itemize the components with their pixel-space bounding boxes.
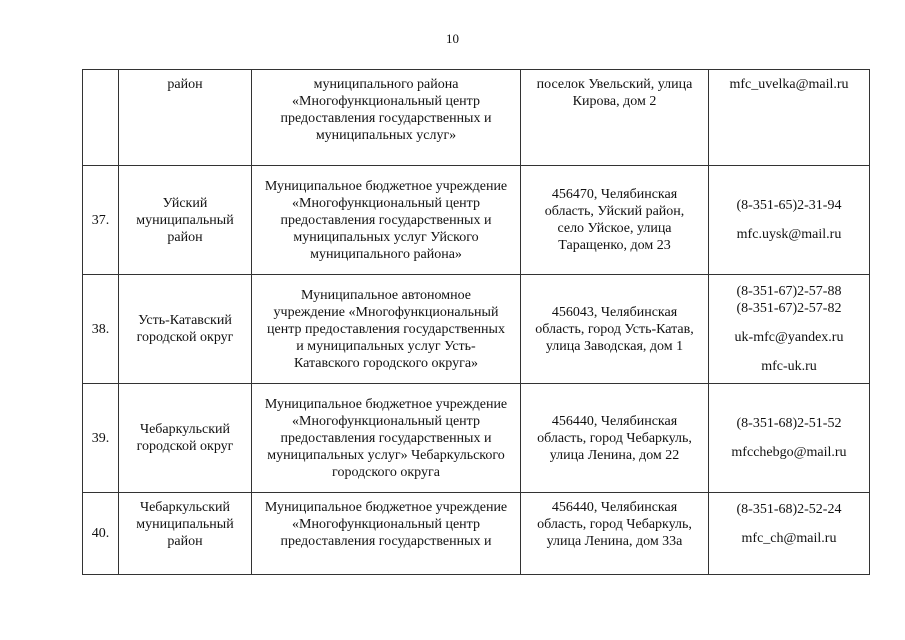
- organization-line: муниципальных услуг»: [315, 128, 457, 143]
- municipality-line: муниципальный: [136, 212, 234, 228]
- organization-line: муниципального района: [313, 77, 459, 92]
- organization-cell: [252, 493, 521, 575]
- municipality-cell: [119, 166, 252, 275]
- table-row: [83, 384, 870, 493]
- organization-line: Катавского городского округа»: [293, 355, 479, 371]
- organization-line: «Многофункциональный центр: [292, 195, 480, 211]
- municipality-line: район: [167, 229, 203, 245]
- municipality-line: муниципальный: [136, 517, 234, 532]
- phone-line: (8-351-68)2-51-52: [736, 416, 842, 431]
- address-line: область, город Усть-Катав,: [535, 321, 694, 337]
- address-line: область, Уйский район,: [544, 204, 685, 219]
- organization-line: муниципального района»: [310, 246, 462, 262]
- contacts-cell: [709, 275, 870, 384]
- organization-line: предоставления государственных и: [280, 534, 492, 549]
- address-line: Таращенко, дом 23: [558, 238, 671, 253]
- organization-line: «Многофункциональный центр: [292, 413, 480, 429]
- organization-line: Муниципальное бюджетное учреждение: [264, 396, 508, 412]
- address-cell: [521, 384, 709, 493]
- email-link[interactable]: mfc.uysk@mail.ru: [736, 227, 842, 242]
- organization-line: Муниципальное бюджетное учреждение: [264, 178, 508, 194]
- municipality-line: Чебаркульский: [139, 422, 230, 437]
- organization-line: муниципальных услуг Уйского: [293, 229, 479, 245]
- organization-line: предоставления государственных и: [280, 212, 492, 228]
- municipality-cell: [119, 70, 252, 166]
- address-line: 456440, Челябинская: [551, 413, 678, 429]
- address-line: село Уйское, улица: [557, 221, 672, 236]
- contacts-cell: [709, 493, 870, 575]
- row-number: 39.: [83, 384, 119, 493]
- contacts-cell: [709, 166, 870, 275]
- organization-line: учреждение «Многофункциональный: [273, 304, 499, 320]
- address-line: область, город Чебаркуль,: [537, 517, 692, 532]
- address-line: поселок Увельский, улица: [536, 77, 693, 92]
- municipality-line: район: [167, 534, 203, 549]
- organization-line: Муниципальное бюджетное учреждение: [264, 500, 508, 515]
- email-link[interactable]: uk-mfc@yandex.ru: [734, 330, 844, 345]
- contacts-cell: [709, 70, 870, 166]
- municipality-line: Уйский: [162, 195, 208, 211]
- address-line: Кирова, дом 2: [572, 94, 657, 109]
- address-line: 456470, Челябинская: [551, 187, 678, 202]
- organization-line: центр предоставления государственных: [267, 321, 505, 337]
- address-line: улица Заводская, дом 1: [545, 338, 684, 354]
- address-cell: [521, 275, 709, 384]
- phone-line: (8-351-68)2-52-24: [736, 502, 842, 517]
- municipality-line: район: [167, 77, 203, 92]
- municipality-line: городской округ: [136, 330, 234, 345]
- organization-cell: [252, 70, 521, 166]
- phone-line: (8-351-67)2-57-82: [736, 301, 842, 316]
- municipality-cell: [119, 275, 252, 384]
- address-line: улица Ленина, дом 33а: [546, 534, 683, 549]
- table-row: [83, 275, 870, 384]
- organization-line: городского округа: [332, 464, 440, 480]
- table-row: [83, 70, 870, 166]
- municipality-cell: [119, 493, 252, 575]
- organization-line: муниципальных услуг» Чебаркульского: [267, 447, 505, 463]
- email-link[interactable]: mfcchebgo@mail.ru: [731, 445, 847, 460]
- address-line: область, город Чебаркуль,: [537, 430, 692, 446]
- address-cell: [521, 70, 709, 166]
- mfc-registry-table: [82, 69, 870, 575]
- row-number: 38.: [83, 275, 119, 384]
- municipality-line: городской округ: [136, 439, 234, 454]
- address-line: 456440, Челябинская: [551, 500, 678, 515]
- address-cell: [521, 166, 709, 275]
- row-number: 37.: [83, 166, 119, 275]
- contacts-cell: [709, 384, 870, 493]
- row-number: [83, 70, 119, 166]
- phone-line: (8-351-67)2-57-88: [736, 284, 842, 299]
- organization-line: предоставления государственных и: [280, 430, 492, 446]
- municipality-cell: [119, 384, 252, 493]
- municipality-line: Чебаркульский: [139, 500, 230, 515]
- address-line: улица Ленина, дом 22: [549, 447, 680, 463]
- email-link[interactable]: mfc_ch@mail.ru: [741, 531, 837, 546]
- table-row: [83, 493, 870, 575]
- organization-line: и муниципальных услуг Усть-: [296, 338, 476, 354]
- address-cell: [521, 493, 709, 575]
- email-link[interactable]: mfc-uk.ru: [761, 359, 817, 374]
- organization-line: предоставления государственных и: [280, 111, 492, 126]
- organization-line: «Многофункциональный центр: [292, 517, 480, 532]
- municipality-line: Усть-Катавский: [138, 313, 232, 328]
- table-row: [83, 166, 870, 275]
- row-number: 40.: [83, 493, 119, 575]
- organization-cell: [252, 384, 521, 493]
- organization-cell: [252, 166, 521, 275]
- email-link[interactable]: mfc_uvelka@mail.ru: [729, 77, 849, 92]
- phone-line: (8-351-65)2-31-94: [736, 198, 842, 213]
- organization-line: Муниципальное автономное: [300, 287, 472, 303]
- page-number: 10: [446, 31, 459, 46]
- organization-line: «Многофункциональный центр: [292, 94, 480, 109]
- address-line: 456043, Челябинская: [551, 304, 678, 320]
- organization-cell: [252, 275, 521, 384]
